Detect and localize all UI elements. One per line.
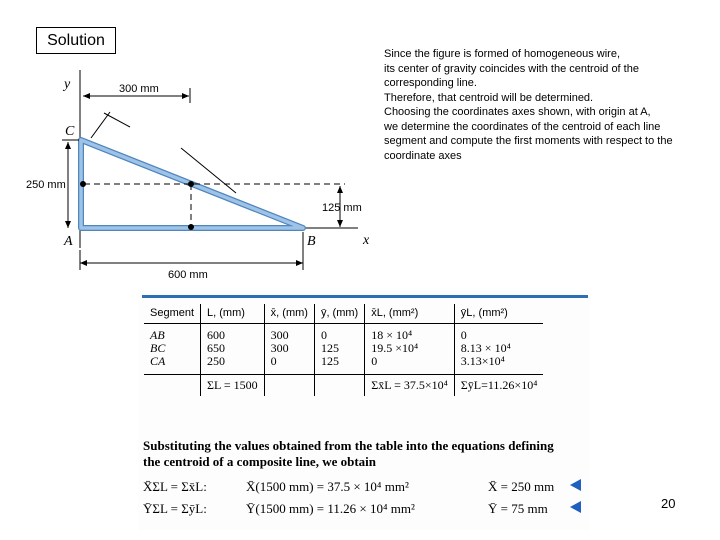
table-cell: 0 xyxy=(264,355,314,375)
dim-125-arrow-top xyxy=(337,186,343,193)
equation-x-result: X̄ = 250 mm xyxy=(488,479,555,494)
table-cell: 19.5 ×10⁴ xyxy=(365,342,455,355)
table-cell xyxy=(264,375,314,397)
dim-250-label: 250 mm xyxy=(26,179,66,191)
point-c-label: C xyxy=(65,124,75,139)
column-header: ȳL, (mm²) xyxy=(454,304,543,324)
centroid-dot-ca xyxy=(80,181,86,187)
dim-125-arrow-bottom xyxy=(337,220,343,227)
table-cell: 18 × 10⁴ xyxy=(365,324,455,343)
dim-600-label: 600 mm xyxy=(168,269,208,281)
table-row xyxy=(144,355,543,375)
leader-arrow xyxy=(104,113,130,127)
explanation-line: segment and compute the first moments with respect to the xyxy=(384,135,673,147)
explanation-line: coordinate axes xyxy=(384,149,462,162)
equation-y-lhs: ȲΣL = ΣȳL: xyxy=(143,501,207,516)
equation-x-lhs: X̄ΣL = Σx̄L: xyxy=(143,479,207,494)
table-cell: 250 xyxy=(201,355,265,375)
table-cell: BC xyxy=(150,341,166,355)
table-cell xyxy=(314,375,364,397)
table-cell: 300 xyxy=(264,342,314,355)
column-header: ȳ, (mm) xyxy=(314,304,364,324)
result-arrow-icon xyxy=(570,501,581,513)
table-cell: 3.13×10⁴ xyxy=(454,355,543,375)
explanation-line: we determine the coordinates of the centroid of each line xyxy=(384,120,661,133)
table-sum-row xyxy=(144,375,543,397)
point-a-label: A xyxy=(64,234,73,249)
equation-y-result: Ȳ = 75 mm xyxy=(488,501,548,516)
dim-125-label: 125 mm xyxy=(322,202,362,214)
point-b-label: B xyxy=(307,234,316,249)
table-cell xyxy=(144,375,201,397)
table-cell: 0 xyxy=(454,324,543,343)
table-cell: 600 xyxy=(201,324,265,343)
result-arrow-icon xyxy=(570,479,581,491)
table-cell: 0 xyxy=(365,355,455,375)
leader-to-c xyxy=(91,112,110,138)
dim-300-arrow-right xyxy=(182,93,189,99)
table-cell: AB xyxy=(150,328,165,342)
dim-250-arrow-top xyxy=(65,142,71,149)
segment-table xyxy=(144,304,543,396)
dim-300-label: 300 mm xyxy=(119,83,159,95)
textbook-excerpt xyxy=(138,290,590,530)
y-axis-label: y xyxy=(64,77,71,92)
sum-moment-x: Σx̄L = 37.5×10⁴ xyxy=(365,375,455,397)
table-header-row xyxy=(144,304,543,324)
dim-600-arrow-left xyxy=(80,260,87,266)
table-cell: 125 xyxy=(314,355,364,375)
centroid-dot-bc xyxy=(188,181,194,187)
substitution-line: the centroid of a composite line, we obtain xyxy=(143,454,377,469)
column-header: Segment xyxy=(144,304,201,324)
substitution-paragraph xyxy=(143,438,583,470)
explanation-line: Choosing the coordinates axes shown, with origin at A, xyxy=(384,106,651,118)
substitution-line: Substituting the values obtained from the table into the equations defining xyxy=(143,438,554,453)
column-header: L, (mm) xyxy=(201,304,265,324)
equation-x-mid: X̄(1500 mm) = 37.5 × 10⁴ mm² xyxy=(246,479,409,494)
dim-300-arrow-left xyxy=(83,93,90,99)
explanation-line: Since the figure is formed of homogeneous wire, xyxy=(384,48,621,60)
x-axis-label: x xyxy=(363,233,370,248)
explanation-line: corresponding line. xyxy=(384,77,477,89)
explanation-line: Therefore, that centroid will be determined. xyxy=(384,91,594,104)
solution-title: Solution xyxy=(36,27,116,54)
table-cell: 125 xyxy=(314,342,364,355)
table-row xyxy=(144,324,543,343)
explanation-line: its center of gravity coincides with the centroid of the xyxy=(384,62,639,75)
centroid-dot-ab xyxy=(188,224,194,230)
excerpt-top-rule xyxy=(142,295,588,298)
page-number: 20 xyxy=(661,496,676,511)
sum-length: ΣL = 1500 xyxy=(201,375,265,397)
column-header: x̄, (mm) xyxy=(264,304,314,324)
table-cell: CA xyxy=(150,354,166,368)
table-cell: 300 xyxy=(264,324,314,343)
table-cell: 8.13 × 10⁴ xyxy=(454,342,543,355)
table-cell: 650 xyxy=(201,342,265,355)
column-header: x̄L, (mm²) xyxy=(365,304,455,324)
equation-y-mid: Ȳ(1500 mm) = 11.26 × 10⁴ mm² xyxy=(246,501,415,516)
sum-moment-y: ΣȳL=11.26×10⁴ xyxy=(454,375,543,397)
dim-600-arrow-right xyxy=(296,260,303,266)
dim-250-arrow-bottom xyxy=(65,221,71,228)
table-cell: 0 xyxy=(314,324,364,343)
